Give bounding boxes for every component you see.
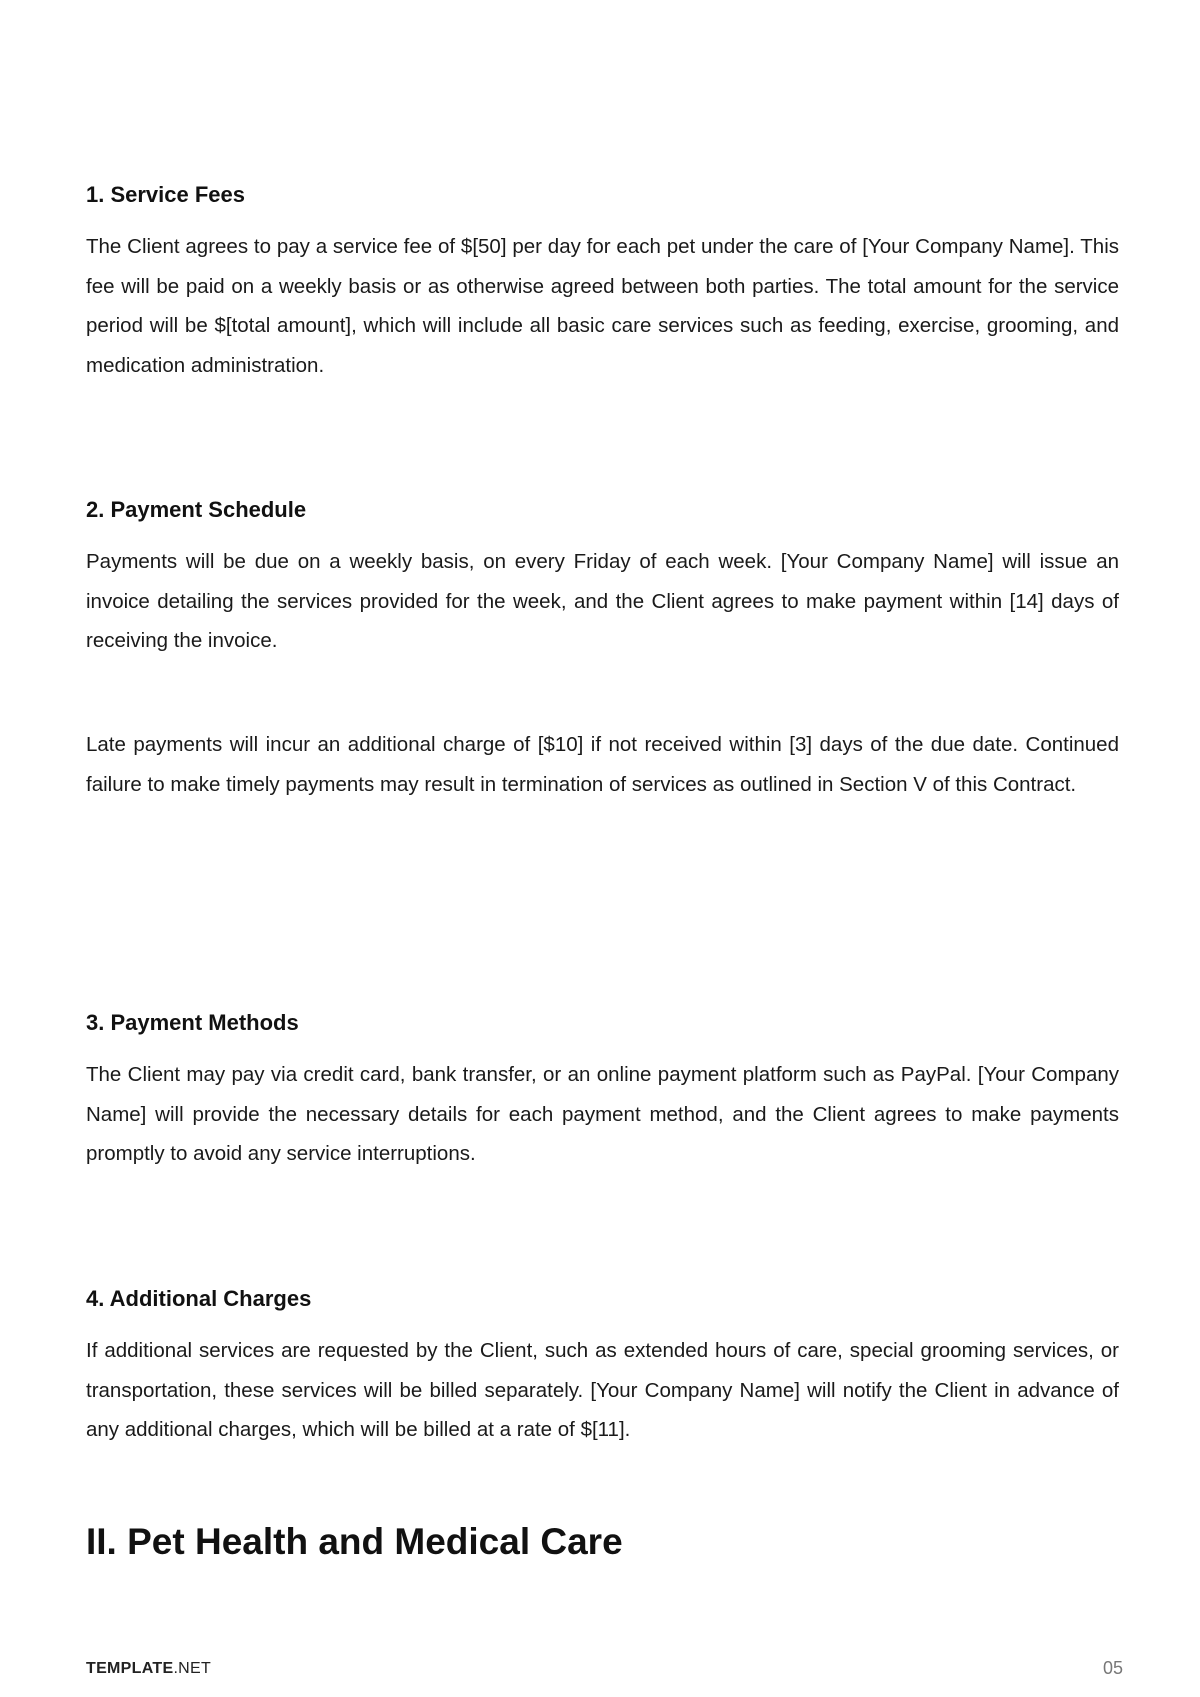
- section-additional-charges-body: [86, 1331, 1119, 1450]
- section-additional-charges: [86, 1285, 1119, 1313]
- footer-brand-logo: [86, 1659, 211, 1679]
- page-number: 05: [1102, 1658, 1123, 1678]
- footer-brand-bold: TEMPLATE: [86, 1660, 174, 1677]
- section-heading: 4. Additional Charges: [86, 1286, 312, 1311]
- section-payment-schedule-late: [86, 725, 1119, 804]
- paragraph: Late payments will incur an additional charge of [$10] if not received within [3] days of the due date. Continued failure to make timely payments may result in termination of services as outlined in Section V of this Contract.: [86, 733, 1119, 796]
- paragraph: The Client may pay via credit card, bank transfer, or an online payment platform such as PayPal. [Your Company Name] will provide the necessary details for each payment method, and the Client agrees to make payments promptly to avoid any service interruptions.: [86, 1063, 1119, 1165]
- section-service-fees-body: [86, 227, 1119, 385]
- section-payment-schedule-body: [86, 542, 1119, 661]
- section-heading: 1. Service Fees: [86, 182, 246, 207]
- footer-brand-suffix: .NET: [173, 1660, 212, 1677]
- section-payment-methods: [86, 1009, 1119, 1037]
- paragraph: Payments will be due on a weekly basis, on every Friday of each week. [Your Company Name] will issue an invoice detailing the services provided for the week, and the Client agrees to make payment within [14] days of receiving the invoice.: [86, 550, 1119, 652]
- main-heading-block: [86, 1520, 1119, 1564]
- paragraph: The Client agrees to pay a service fee of $[50] per day for each pet under the care of [Your Company Name]. This fee will be paid on a weekly basis or as otherwise agreed between both parties. The total amount for the service period will be $[total amount], which will include all basic care services such as feeding, exercise, grooming, and medication administration.: [86, 235, 1119, 377]
- section-payment-schedule: [86, 496, 1119, 524]
- section-heading: 3. Payment Methods: [86, 1010, 299, 1035]
- section-payment-methods-body: [86, 1055, 1119, 1174]
- section-service-fees: [86, 181, 1119, 209]
- paragraph: If additional services are requested by the Client, such as extended hours of care, special grooming services, or transportation, these services will be billed separately. [Your Company Name] will notify the Client in advance of any additional charges, which will be billed at a rate of $[11].: [86, 1339, 1119, 1441]
- section-heading: 2. Payment Schedule: [86, 497, 307, 522]
- page-title: II. Pet Health and Medical Care: [86, 1521, 623, 1562]
